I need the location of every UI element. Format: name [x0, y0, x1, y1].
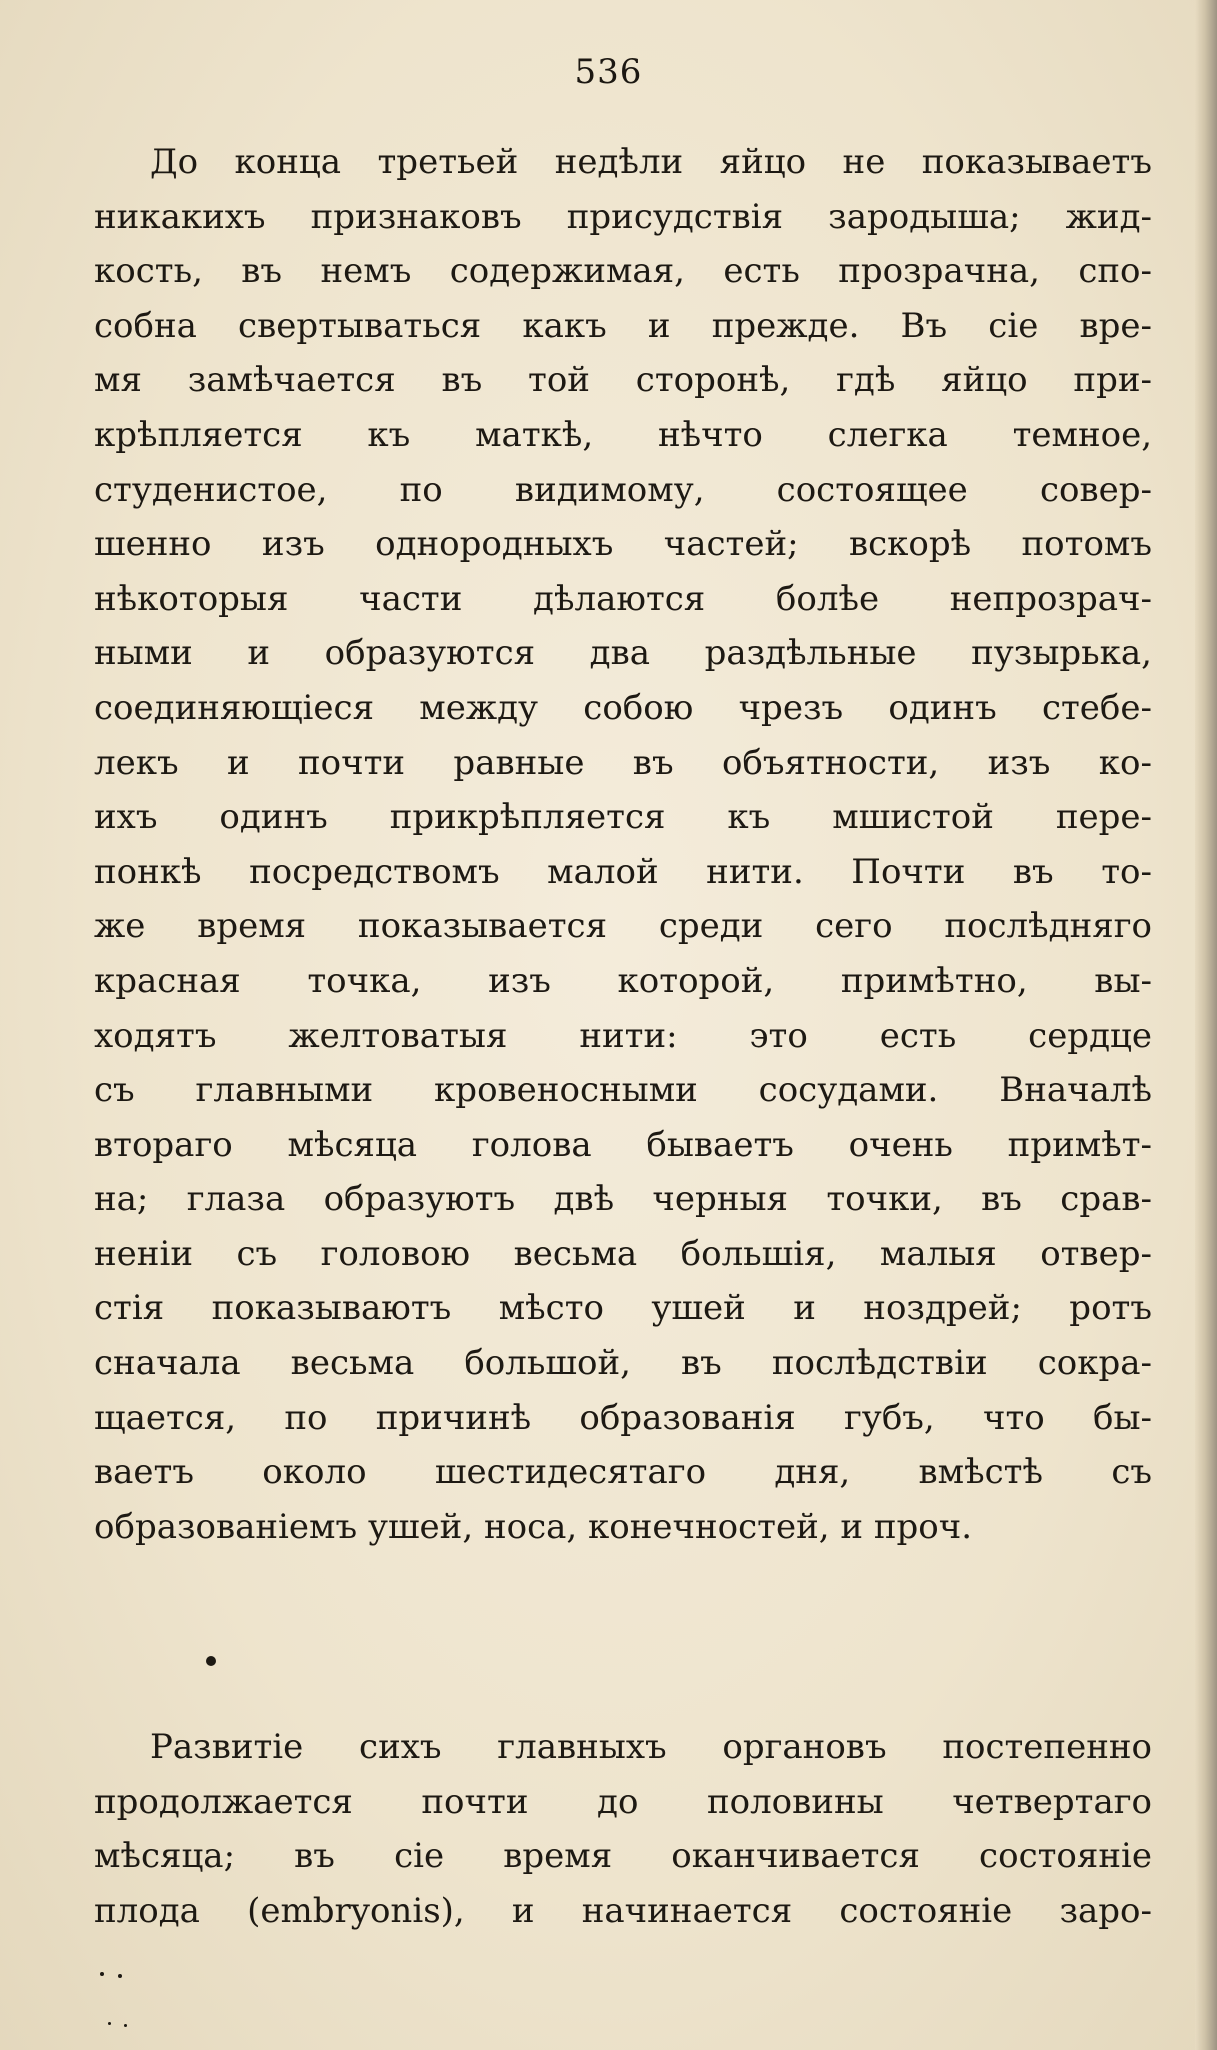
text-line: студенистое, по видимому, состоящее совер- [94, 469, 1152, 510]
text-line: сначала весьма большой, въ послѣдствіи сокра- [94, 1343, 1152, 1384]
ink-dot [206, 1656, 216, 1666]
text-line: шенно изъ однородныхъ частей; вскорѣ потомъ [94, 524, 1152, 565]
text-line: никакихъ признаковъ присудствія зародыша; жид- [94, 196, 1152, 237]
text-line: нѣкоторыя части дѣлаются болѣе непрозрач- [94, 578, 1152, 619]
text-line: неніи съ головою весьма большія, малыя отвер- [94, 1233, 1152, 1274]
text-line: собна свертываться какъ и прежде. Въ сіе вре- [94, 305, 1152, 346]
text-line: лекъ и почти равные въ объятности, изъ ко- [94, 742, 1152, 783]
text-line: съ главными кровеносными сосудами. Вначалѣ [94, 1070, 1152, 1111]
text-line: До конца третьей недѣли яйцо не показываетъ [150, 142, 1152, 182]
text-line: мѣсяца; въ сіе время оканчивается состояніе [94, 1836, 1152, 1877]
ink-speck [118, 1974, 122, 1978]
text-line: Развитіе сихъ главныхъ органовъ постепенно [150, 1727, 1152, 1767]
text-line: образованіемъ ушей, носа, конечностей, и проч. [94, 1506, 973, 1547]
text-line: понкѣ посредствомъ малой нити. Почти въ то- [94, 851, 1152, 892]
paragraph-2 [94, 1720, 1152, 1938]
ink-speck [124, 2024, 127, 2027]
text-line: же время показывается среди сего послѣдняго [94, 906, 1152, 947]
text-line: кость, въ немъ содержимая, есть прозрачна, спо- [94, 251, 1152, 292]
ink-speck [108, 2022, 111, 2025]
text-line: ихъ одинъ прикрѣпляется къ мшистой пере- [94, 797, 1152, 838]
text-line: втораго мѣсяца голова бываетъ очень примѣт- [94, 1124, 1152, 1165]
text-line: щается, по причинѣ образованія губъ, что бы- [94, 1397, 1152, 1438]
page-number: 536 [574, 52, 643, 92]
text-line: стія показываютъ мѣсто ушей и ноздрей; ротъ [94, 1288, 1152, 1329]
text-line: продолжается почти до половины четвертаго [94, 1781, 1152, 1822]
ink-speck [100, 1972, 104, 1976]
page-edge-shadow [1195, 0, 1217, 2050]
text-line: крѣпляется къ маткѣ, нѣчто слегка темное, [94, 414, 1152, 455]
text-line: плода (embryonis), и начинается состояніе заро- [94, 1890, 1152, 1931]
text-line: красная точка, изъ которой, примѣтно, вы- [94, 960, 1152, 1001]
text-line: соединяющіеся между собою чрезъ одинъ стебе- [94, 687, 1152, 728]
text-line: ходятъ желтоватыя нити: это есть сердце [94, 1015, 1152, 1056]
text-line: на; глаза образуютъ двѣ черныя точки, въ срав- [94, 1179, 1152, 1220]
text-line: мя замѣчается въ той сторонѣ, гдѣ яйцо при- [94, 360, 1152, 401]
paragraph-1 [94, 135, 1152, 1554]
text-line: ваетъ около шестидесятаго дня, вмѣстѣ съ [94, 1452, 1152, 1493]
text-line: ными и образуются два раздѣльные пузырька, [94, 633, 1152, 674]
